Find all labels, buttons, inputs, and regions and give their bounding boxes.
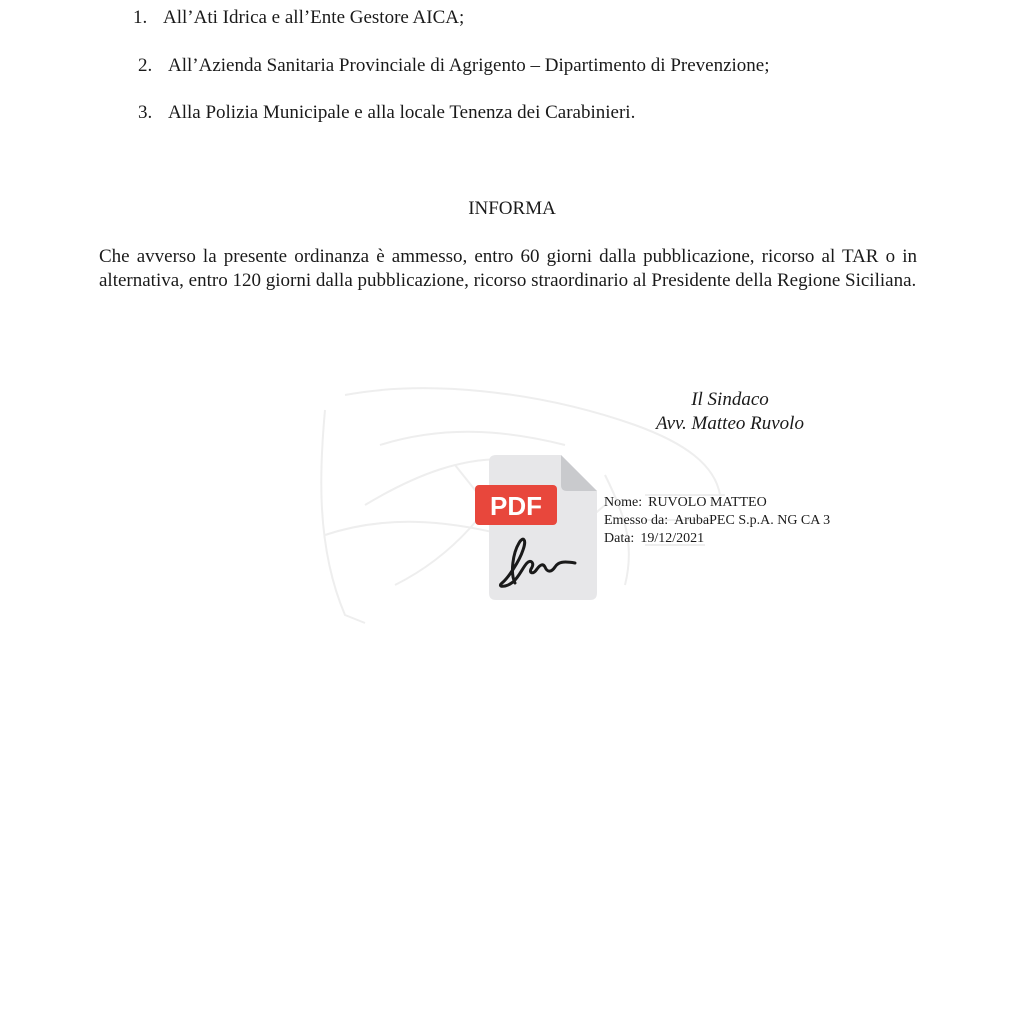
certificate-info [604,494,830,548]
cert-date-label: Data: [604,531,635,546]
pdf-badge-label: PDF [490,491,542,521]
section-heading [0,198,1024,220]
cert-issuer-row [604,512,830,530]
list-number: 1. [133,7,148,28]
cert-issuer-value: ArubaPEC S.p.A. NG CA 3 [674,513,831,528]
pdf-signature-icon[interactable] [475,455,597,600]
signature-block [600,388,860,436]
list-number: 2. [138,55,153,76]
list-item [138,55,770,77]
heading-text: INFORMA [468,198,556,219]
cert-name-label: Nome: [604,495,643,510]
cert-date-row [604,530,830,548]
body-paragraph: Che avverso la presente ordinanza è ammesso, entro 60 giorni dalla pubblicazione, ricorso al TAR o in alternativa, entro 120 giorni dalla pubblicazione, ricorso straordinario al Presidente della Regione Siciliana. [99,246,917,291]
cert-issuer-label: Emesso da: [604,513,669,528]
signature-name: Avv. Matteo Ruvolo [656,413,804,434]
list-item [133,7,464,29]
list-text: All’Ati Idrica e all’Ente Gestore AICA; [163,7,465,28]
cert-date-value: 19/12/2021 [640,531,705,546]
cert-name-row [604,494,830,512]
list-number: 3. [138,102,153,123]
list-text: All’Azienda Sanitaria Provinciale di Agrigento – Dipartimento di Prevenzione; [168,55,770,76]
signature-role: Il Sindaco [691,389,769,410]
list-text: Alla Polizia Municipale e alla locale Tenenza dei Carabinieri. [168,102,636,123]
list-item [138,102,635,124]
cert-name-value: RUVOLO MATTEO [648,495,767,510]
